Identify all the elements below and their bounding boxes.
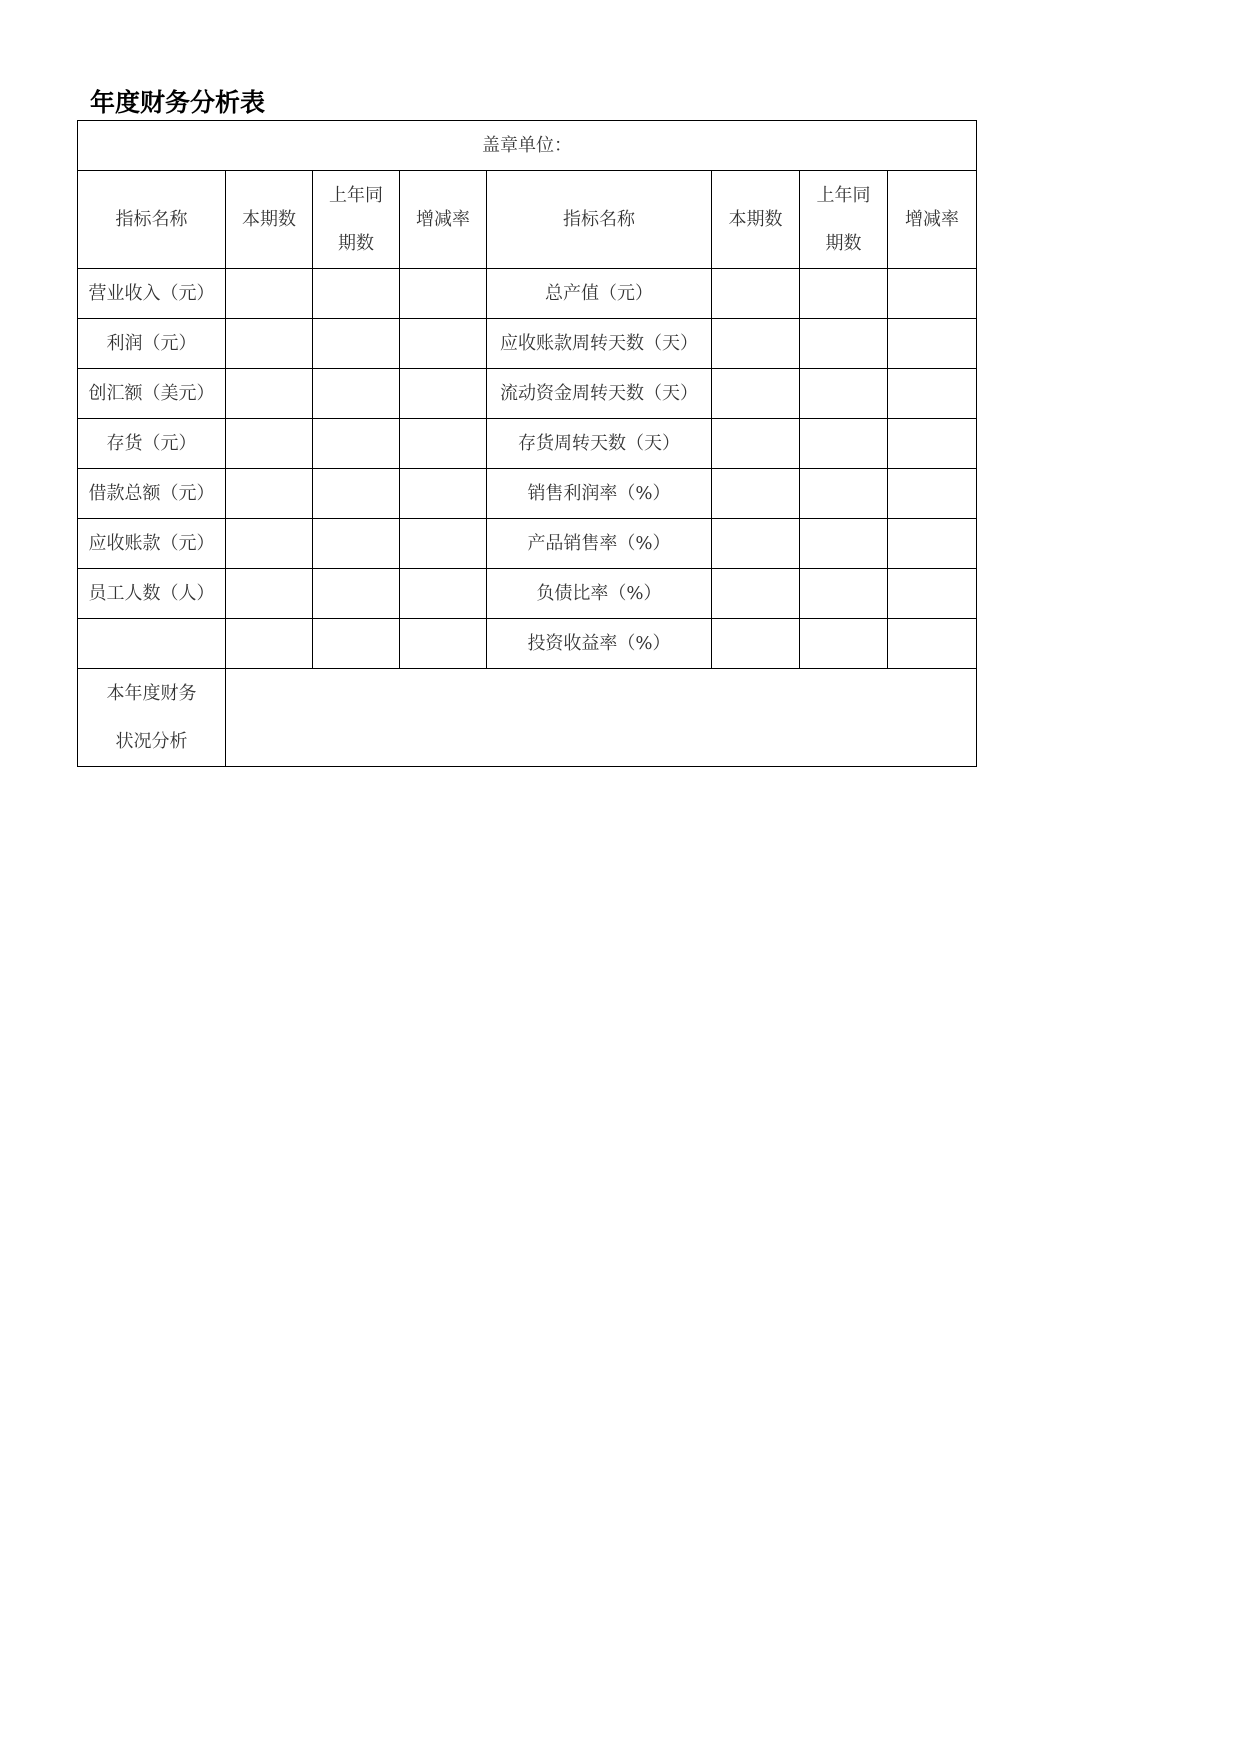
header-prev-year-line1: 上年同 [816,184,871,206]
header-current-left: 本期数 [226,171,313,269]
page-title: 年度财务分析表 [90,88,266,117]
table-row [78,319,977,369]
prev-year-value-right[interactable] [800,369,888,419]
prev-year-value-left[interactable] [313,569,400,619]
header-prev-year-right [800,171,888,269]
current-value-left[interactable] [226,619,313,669]
header-indicator-name-right: 指标名称 [487,171,712,269]
current-value-right[interactable] [712,419,800,469]
change-rate-right[interactable] [888,469,977,519]
current-value-left[interactable] [226,369,313,419]
indicator-name-left: 员工人数（人） [78,569,226,619]
header-prev-year-line2: 期数 [338,232,374,254]
change-rate-right[interactable] [888,519,977,569]
header-change-rate-right: 增减率 [888,171,977,269]
indicator-name-left: 创汇额（美元） [78,369,226,419]
indicator-name-left: 应收账款（元） [78,519,226,569]
header-prev-year-line1: 上年同 [329,184,383,206]
change-rate-right[interactable] [888,269,977,319]
current-value-left[interactable] [226,469,313,519]
change-rate-left[interactable] [400,319,487,369]
change-rate-right[interactable] [888,419,977,469]
header-current-right: 本期数 [712,171,800,269]
current-value-right[interactable] [712,619,800,669]
table-row [78,519,977,569]
header-row [78,171,977,269]
table-row [78,469,977,519]
change-rate-left[interactable] [400,619,487,669]
prev-year-value-left[interactable] [313,519,400,569]
current-value-right[interactable] [712,469,800,519]
prev-year-value-right[interactable] [800,269,888,319]
change-rate-left[interactable] [400,419,487,469]
indicator-name-right: 存货周转天数（天） [487,419,712,469]
change-rate-left[interactable] [400,569,487,619]
current-value-left[interactable] [226,419,313,469]
indicator-name-left [78,619,226,669]
change-rate-right[interactable] [888,369,977,419]
indicator-name-left: 存货（元） [78,419,226,469]
current-value-right[interactable] [712,269,800,319]
prev-year-value-right[interactable] [800,419,888,469]
prev-year-value-right[interactable] [800,519,888,569]
table-row [78,619,977,669]
indicator-name-left: 利润（元） [78,319,226,369]
summary-content[interactable] [226,669,977,767]
change-rate-left[interactable] [400,519,487,569]
current-value-left[interactable] [226,269,313,319]
prev-year-value-left[interactable] [313,469,400,519]
prev-year-value-right[interactable] [800,619,888,669]
header-prev-year-left [313,171,400,269]
current-value-right[interactable] [712,519,800,569]
indicator-name-right: 应收账款周转天数（天） [487,319,712,369]
indicator-name-right: 产品销售率（%） [487,519,712,569]
change-rate-right[interactable] [888,619,977,669]
change-rate-left[interactable] [400,269,487,319]
table-row [78,369,977,419]
indicator-name-left: 借款总额（元） [78,469,226,519]
current-value-left[interactable] [226,569,313,619]
prev-year-value-left[interactable] [313,319,400,369]
stamp-unit-cell[interactable] [78,121,977,171]
prev-year-value-left[interactable] [313,369,400,419]
current-value-right[interactable] [712,569,800,619]
summary-row [78,669,977,767]
indicator-name-right: 投资收益率（%） [487,619,712,669]
header-prev-year-line2: 期数 [825,232,862,254]
current-value-left[interactable] [226,519,313,569]
financial-analysis-table [77,120,977,767]
prev-year-value-left[interactable] [313,419,400,469]
table-row [78,569,977,619]
prev-year-value-right[interactable] [800,319,888,369]
current-value-left[interactable] [226,319,313,369]
current-value-right[interactable] [712,319,800,369]
summary-label-line2: 状况分析 [115,730,188,752]
change-rate-left[interactable] [400,369,487,419]
stamp-unit-label: 盖章单位： [482,134,572,156]
indicator-name-right: 总产值（元） [487,269,712,319]
indicator-name-right: 流动资金周转天数（天） [487,369,712,419]
prev-year-value-left[interactable] [313,269,400,319]
change-rate-right[interactable] [888,569,977,619]
current-value-right[interactable] [712,369,800,419]
change-rate-right[interactable] [888,319,977,369]
indicator-name-left: 营业收入（元） [78,269,226,319]
table-row [78,419,977,469]
prev-year-value-right[interactable] [800,569,888,619]
indicator-name-right: 销售利润率（%） [487,469,712,519]
summary-label-line1: 本年度财务 [106,682,197,704]
indicator-name-right: 负债比率（%） [487,569,712,619]
prev-year-value-right[interactable] [800,469,888,519]
change-rate-left[interactable] [400,469,487,519]
prev-year-value-left[interactable] [313,619,400,669]
summary-label [78,669,226,767]
header-change-rate-left: 增减率 [400,171,487,269]
stamp-row [78,121,977,171]
header-indicator-name-left: 指标名称 [78,171,226,269]
table-row [78,269,977,319]
